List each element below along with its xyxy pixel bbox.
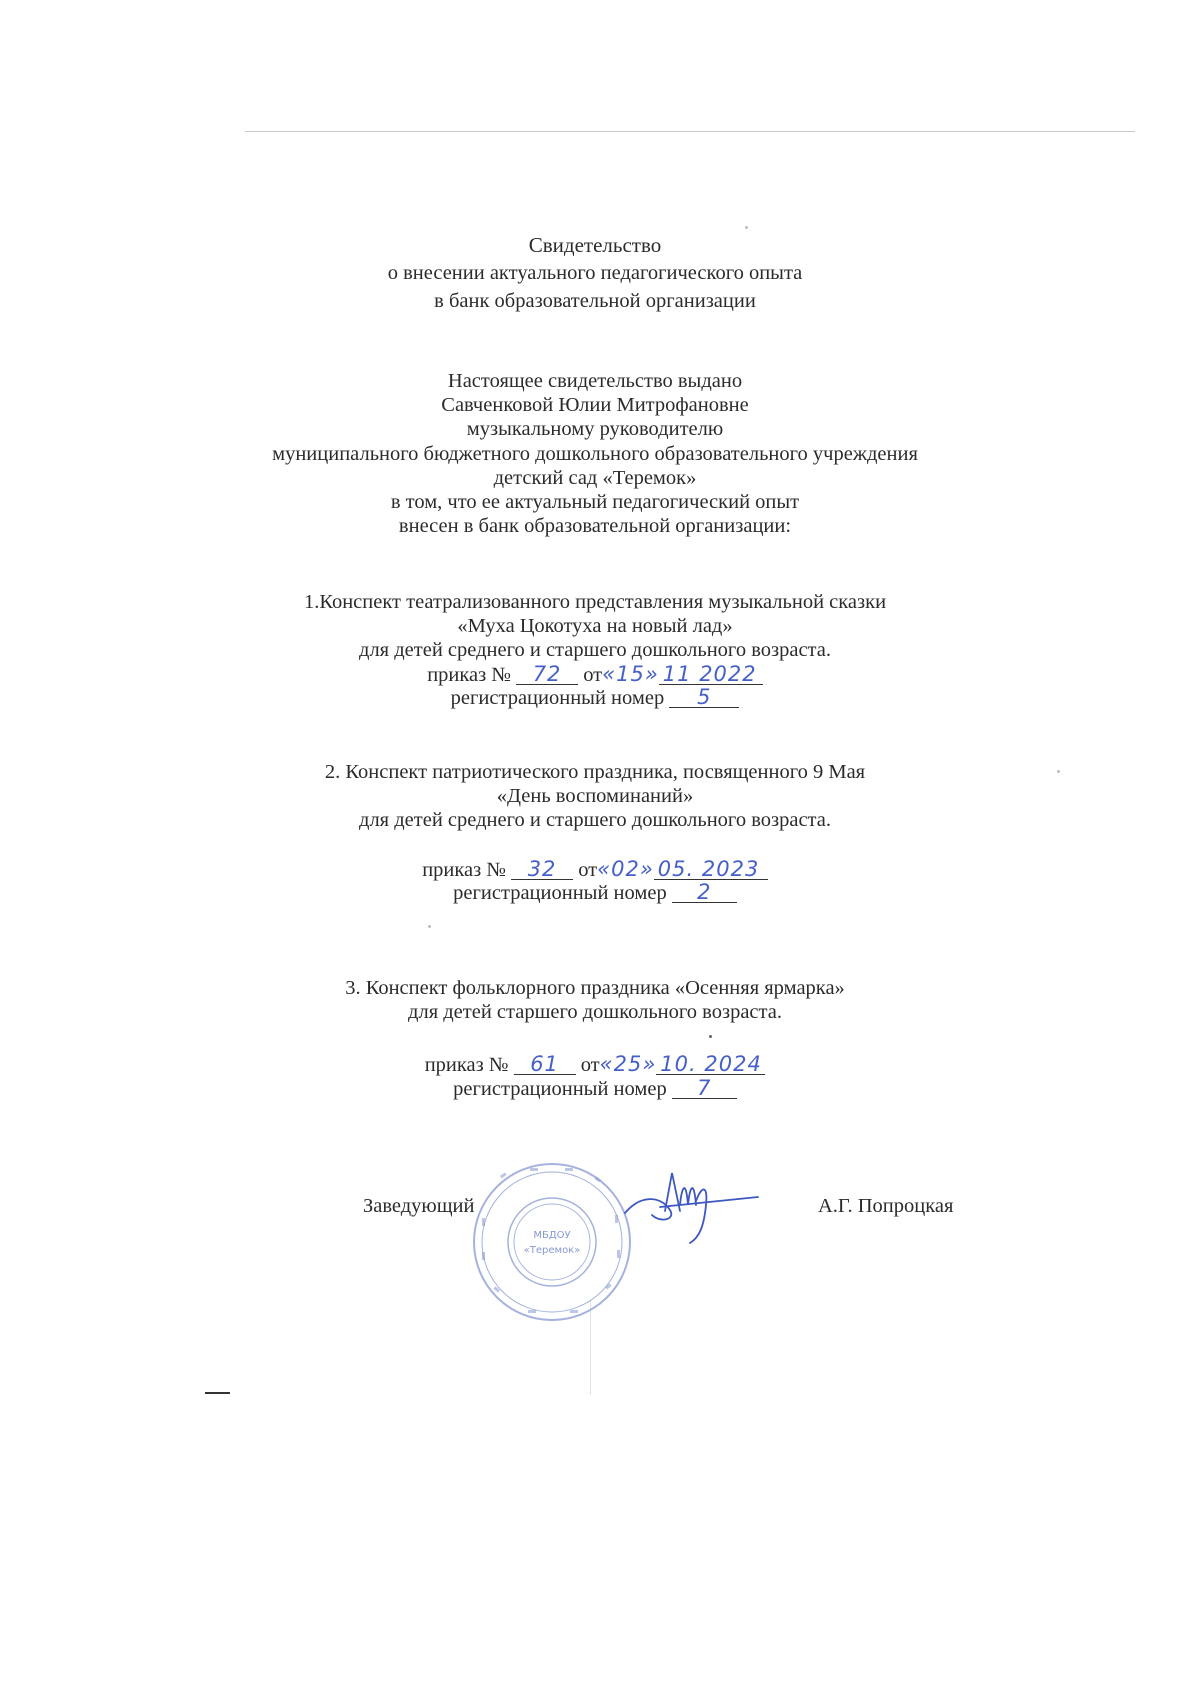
- entry-2-order-line: [0, 857, 1190, 882]
- order-label: приказ №: [422, 859, 506, 881]
- scan-speck: [709, 1035, 712, 1038]
- entry-2-name: «День воспоминаний»: [496, 785, 694, 807]
- entry-1-order-line: [0, 662, 1190, 687]
- signatory-name: А.Г. Попроцкая: [818, 1195, 954, 1217]
- entry-1-order-number: 72: [516, 664, 578, 685]
- signature-row: [0, 1195, 1190, 1235]
- institution-name: детский сад «Теремок»: [493, 467, 697, 489]
- entry-3-order-line: [0, 1052, 1190, 1077]
- scan-edge-mark: [205, 1392, 230, 1394]
- entry-3-title: 3. Конспект фольклорного праздника «Осенняя ярмарка»: [345, 977, 845, 999]
- scan-speck: [745, 226, 748, 229]
- reg-number-label: регистрационный номер: [453, 882, 667, 904]
- entry-3-date-day: «25»: [599, 1052, 657, 1076]
- intro-issued-line: Настоящее свидетельство выдано: [447, 370, 743, 392]
- order-label: приказ №: [427, 664, 511, 686]
- entry-2-order-number: 32: [511, 859, 573, 880]
- entry-3-date-rest: 10. 2024: [656, 1054, 765, 1075]
- from-label: от: [580, 1054, 600, 1076]
- document-subtitle-line-1: о внесении актуального педагогического опыта: [387, 262, 803, 284]
- entry-3-audience: для детей старшего дошкольного возраста.: [408, 1001, 782, 1023]
- entry-2-audience: для детей среднего и старшего дошкольного возраста.: [359, 809, 831, 831]
- entry-2-date-day: «02»: [597, 857, 654, 881]
- entry-1-reg-line: [0, 686, 1190, 710]
- from-label: от: [583, 664, 603, 686]
- entry-1-date-day: «15»: [602, 662, 659, 686]
- document-subtitle-line-2: в банк образовательной организации: [434, 290, 756, 312]
- intro-statement-line-1: в том, что ее актуальный педагогический опыт: [390, 491, 800, 513]
- recipient-name: Савченковой Юлии Митрофановне: [441, 394, 749, 416]
- entry-1-title: 1.Конспект театрализованного представления музыкальной сказки: [303, 591, 887, 613]
- entry-1-reg-number: 5: [669, 687, 739, 708]
- recipient-position: музыкальному руководителю: [466, 418, 724, 440]
- entry-1-name: «Муха Цокотуха на новый лад»: [457, 615, 733, 637]
- entry-3-reg-number: 7: [672, 1078, 737, 1099]
- stamp-center-line-1: МБДОУ: [533, 1230, 571, 1241]
- reg-number-label: регистрационный номер: [453, 1078, 667, 1100]
- institution-type: муниципального бюджетного дошкольного образовательного учреждения: [272, 443, 918, 465]
- stamp-center-line-2: «Теремок»: [523, 1245, 581, 1256]
- entry-2-date-rest: 05. 2023: [654, 859, 768, 880]
- official-stamp: [470, 1160, 635, 1325]
- entry-1-audience: для детей среднего и старшего дошкольного возраста.: [359, 639, 831, 661]
- intro-statement-line-2: внесен в банк образовательной организации:: [398, 515, 792, 537]
- entry-2-reg-number: 2: [672, 882, 737, 903]
- signatory-position: Заведующий: [363, 1195, 475, 1217]
- entry-1-date-rest: 11 2022: [659, 664, 763, 685]
- entry-2-title: 2. Конспект патриотического праздника, посвященного 9 Мая: [324, 761, 866, 783]
- order-label: приказ №: [424, 1054, 509, 1076]
- entry-3-order-number: 61: [514, 1054, 576, 1075]
- scan-border-line: [245, 131, 1135, 132]
- document-title: Свидетельство: [528, 233, 662, 257]
- scan-speck: [428, 925, 431, 928]
- from-label: от: [578, 859, 598, 881]
- entry-3-reg-line: [0, 1077, 1190, 1101]
- entry-2-reg-line: [0, 881, 1190, 905]
- reg-number-label: регистрационный номер: [450, 687, 665, 709]
